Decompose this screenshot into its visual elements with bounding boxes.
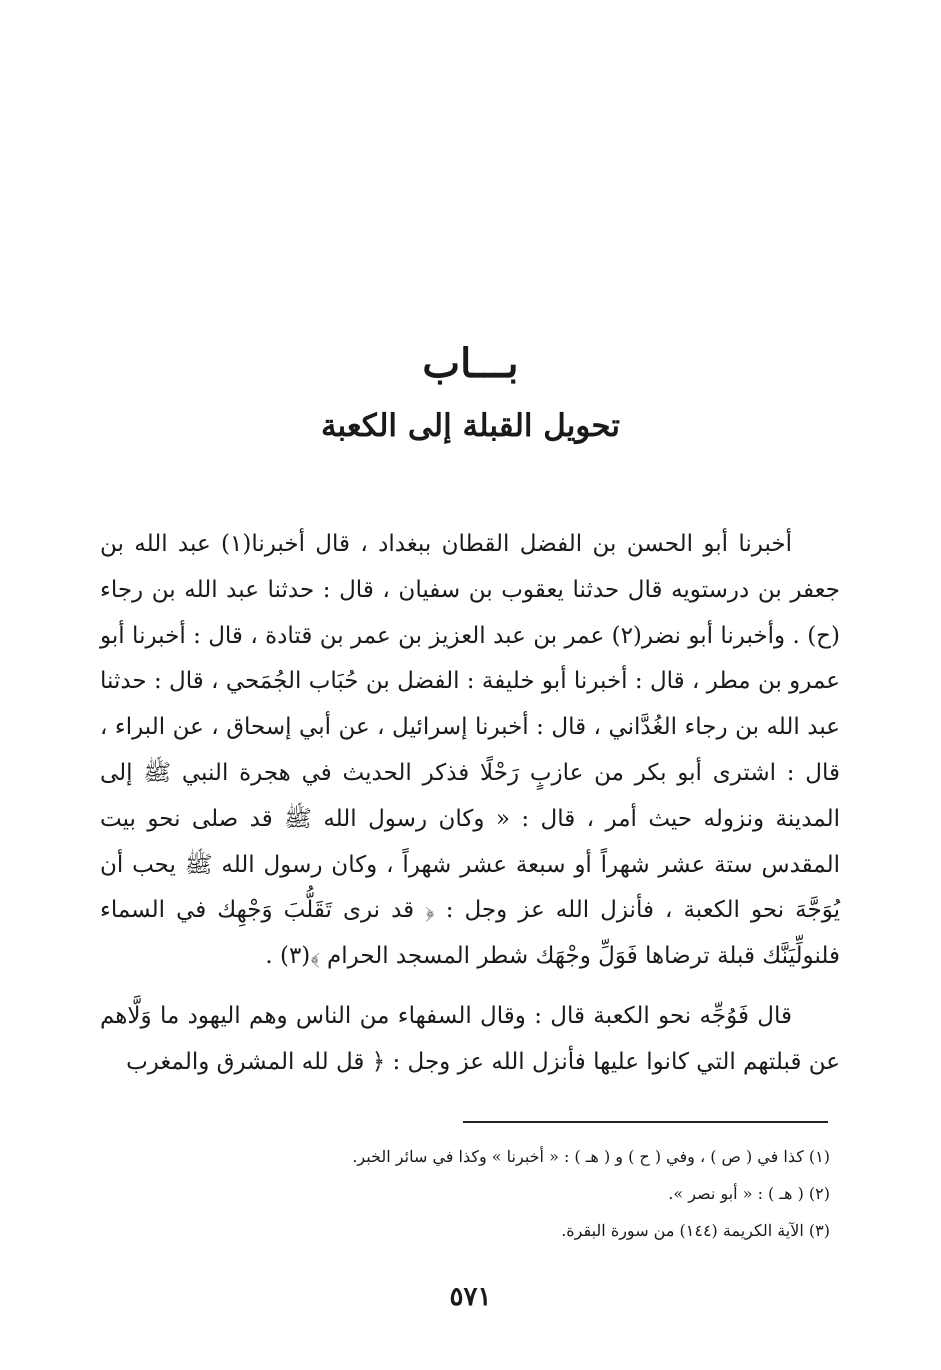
footnote-separator bbox=[463, 1121, 828, 1123]
footnote-1: (١) كذا في ( ص ) ، وفي ( ح ) و ( هـ ) : « أخبرنا » وكذا في سائر الخبر. bbox=[352, 1147, 830, 1166]
paragraph-1: أخبرنا أبو الحسن بن الفضل القطان ببغداد ، قال أخبرنا(١) عبد الله بن جعفر بن درستويه قال حدثنا يعقوب بن سفيان ، قال : حدثنا عبد الله بن رجاء (ح) . وأخبرنا أبو نضر(٢) عمر بن عبد العزيز بن عمر بن قتادة ، قال : أخبرنا أبو عمرو بن مطر ، قال : أخبرنا أبو خليفة : الفضل بن حُبَاب الجُمَحي ، قال : حدثنا عبد الله بن رجاء الغُدَّاني ، قال : أخبرنا إسرائيل ، عن أبي إسحاق ، عن البراء ، قال : اشترى أبو بكر من عازبٍ رَحْلًا فذكر الحديث في هجرة النبي ﷺ إلى المدينة ونزوله حيث أمر ، قال : « وكان رسول الله ﷺ قد صلى نحو بيت المقدس ستة عشر شهراً أو سبعة عشر شهراً ، وكان رسول الله ﷺ يحب أن يُوَجَّهَ نحو الكعبة ، فأنزل الله عز وجل : ﴿ قد نرى تَقَلُّبَ وَجْهِك في السماء فلنولِّيَنَّك قبلة ترضاها فَوَلِّ وجْهَك شطر المسجد الحرام ﴾(٣) . bbox=[100, 531, 840, 970]
chapter-label: بـــاب bbox=[422, 340, 519, 387]
paragraph-2: قال فَوُجِّه نحو الكعبة قال : وقال السفهاء من الناس وهم اليهود ما وَلَّاهم عن قبلتهم التي كانوا عليها فأنزل الله عز وجل : ﴿ قل لله المشرق والمغرب bbox=[100, 1002, 840, 1075]
chapter-title: تحويل القبلة إلى الكعبة bbox=[320, 408, 621, 444]
footnotes bbox=[100, 1138, 830, 1249]
footnote-3: (٣) الآية الكريمة (١٤٤) من سورة البقرة. bbox=[561, 1221, 830, 1240]
footnote-2: (٢) ( هـ ) : « أبو نصر ». bbox=[668, 1184, 830, 1203]
body-text bbox=[100, 522, 840, 1086]
page-number: ٥٧١ bbox=[449, 1282, 492, 1312]
